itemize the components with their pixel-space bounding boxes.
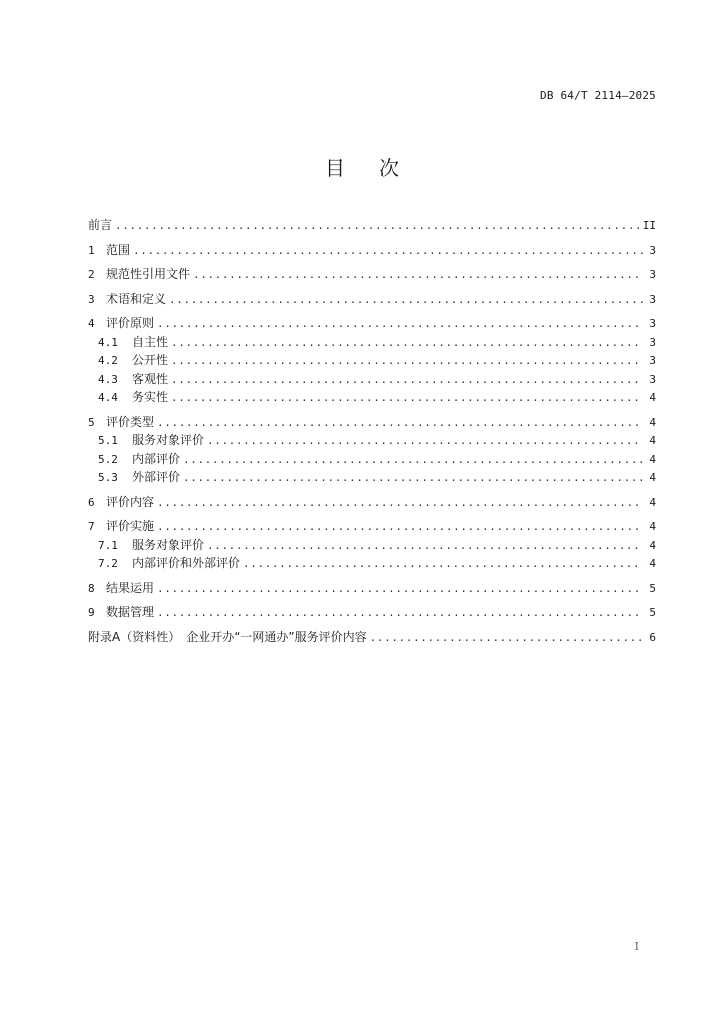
toc-leader: [207, 434, 643, 447]
toc-leader: [157, 317, 643, 330]
toc-entry-5[interactable]: [88, 413, 656, 432]
toc-entry-7-1[interactable]: [88, 536, 656, 555]
toc-leader: [171, 354, 643, 367]
toc-leader: [157, 520, 643, 533]
toc-label: 结果运用: [106, 580, 155, 595]
toc-page: 4: [649, 391, 656, 404]
toc-leader: [171, 336, 643, 349]
toc-page: 4: [649, 471, 656, 484]
toc-page: 4: [649, 557, 656, 570]
toc-page: 5: [649, 581, 656, 595]
toc-number: 5.3: [98, 471, 118, 484]
toc-page: 3: [649, 354, 656, 367]
toc-leader: [133, 244, 643, 257]
toc-page: 3: [649, 372, 656, 386]
toc-page: 6: [649, 630, 656, 644]
toc-page: 4: [649, 452, 656, 466]
toc-number: 5: [88, 415, 95, 429]
toc-page: 4: [649, 495, 656, 509]
toc-label: 服务对象评价: [132, 537, 205, 552]
toc-page: 5: [649, 606, 656, 619]
toc-leader: [157, 606, 643, 619]
toc-leader: [243, 557, 643, 570]
toc-number: 2: [88, 268, 95, 281]
toc-entry-4-1[interactable]: [88, 333, 656, 352]
toc-entry-1[interactable]: [88, 241, 656, 260]
toc-page: 4: [649, 415, 656, 429]
toc-label: 自主性: [132, 334, 169, 349]
toc-label: 评价内容: [106, 494, 155, 509]
toc-label: 内部评价: [132, 451, 181, 466]
toc-label: 评价原则: [106, 316, 155, 330]
toc-label: 务实性: [132, 390, 169, 404]
toc-page: 3: [649, 268, 656, 281]
toc-entry-2[interactable]: [88, 265, 656, 284]
toc-number: 4.1: [98, 335, 118, 349]
toc-leader: [171, 373, 643, 386]
toc-entry-4[interactable]: [88, 314, 656, 333]
toc-leader: [207, 539, 643, 552]
toc-entry-9[interactable]: [88, 603, 656, 622]
toc-label: 规范性引用文件: [106, 267, 191, 281]
toc-label: 内部评价和外部评价: [132, 556, 241, 570]
toc-label: 评价类型: [106, 414, 155, 429]
toc-number: 9: [88, 606, 95, 619]
toc-number: 3: [88, 292, 95, 306]
toc-leader: [193, 268, 643, 281]
standard-code: DB 64/T 2114—2025: [540, 89, 656, 102]
toc-page: 3: [649, 243, 656, 257]
toc-number: 5.1: [98, 434, 118, 447]
toc-label: 客观性: [132, 371, 169, 386]
toc-entry-5-3[interactable]: [88, 468, 656, 487]
toc-number: 4: [88, 317, 95, 330]
toc-number: 5.2: [98, 452, 118, 466]
toc-label: 术语和定义: [106, 291, 167, 306]
toc-entry-preface[interactable]: [88, 216, 656, 235]
toc-entry-8[interactable]: [88, 579, 656, 598]
title-char-2: 次: [379, 156, 399, 180]
toc-entry-6[interactable]: [88, 493, 656, 512]
toc-page: 3: [649, 335, 656, 349]
table-of-contents: [88, 216, 656, 646]
toc-entry-appendix-a[interactable]: [88, 628, 656, 647]
toc-number: 4.3: [98, 372, 118, 386]
toc-leader: [157, 496, 643, 509]
toc-entry-7[interactable]: [88, 517, 656, 536]
toc-label: 附录A（资料性） 企业开办“一网通办”服务评价内容: [88, 629, 367, 644]
page-number: I: [634, 940, 639, 953]
toc-entry-5-2[interactable]: [88, 450, 656, 469]
toc-entry-4-4[interactable]: [88, 388, 656, 407]
toc-number: 8: [88, 581, 95, 595]
toc-number: 7.2: [98, 557, 118, 570]
toc-number: 4.2: [98, 354, 118, 367]
toc-label: 服务对象评价: [132, 433, 205, 447]
toc-label: 数据管理: [106, 605, 155, 619]
toc-page: II: [642, 219, 656, 232]
toc-entry-3[interactable]: [88, 290, 656, 309]
toc-leader: [370, 631, 643, 644]
toc-number: 7.1: [98, 538, 118, 552]
toc-leader: [157, 582, 643, 595]
toc-label: 外部评价: [132, 470, 181, 484]
toc-number: 4.4: [98, 391, 118, 404]
toc-entry-7-2[interactable]: [88, 554, 656, 573]
toc-entry-4-3[interactable]: [88, 370, 656, 389]
toc-leader: [115, 219, 640, 232]
toc-entry-4-2[interactable]: [88, 351, 656, 370]
toc-label: 公开性: [132, 353, 169, 367]
toc-page: 3: [649, 292, 656, 306]
title-char-1: 目: [325, 156, 345, 180]
toc-label: 评价实施: [106, 519, 155, 533]
toc-leader: [157, 416, 643, 429]
page-title: [0, 152, 724, 181]
toc-number: 7: [88, 520, 95, 533]
toc-page: 4: [649, 520, 656, 533]
toc-number: 1: [88, 243, 95, 257]
toc-leader: [183, 471, 643, 484]
toc-leader: [171, 391, 643, 404]
toc-page: 4: [649, 538, 656, 552]
toc-number: 6: [88, 495, 95, 509]
toc-entry-5-1[interactable]: [88, 431, 656, 450]
toc-page: 4: [649, 434, 656, 447]
toc-label: 范围: [106, 242, 131, 257]
toc-page: 3: [649, 317, 656, 330]
toc-leader: [183, 453, 643, 466]
toc-label: 前言: [88, 218, 113, 232]
toc-leader: [169, 293, 643, 306]
